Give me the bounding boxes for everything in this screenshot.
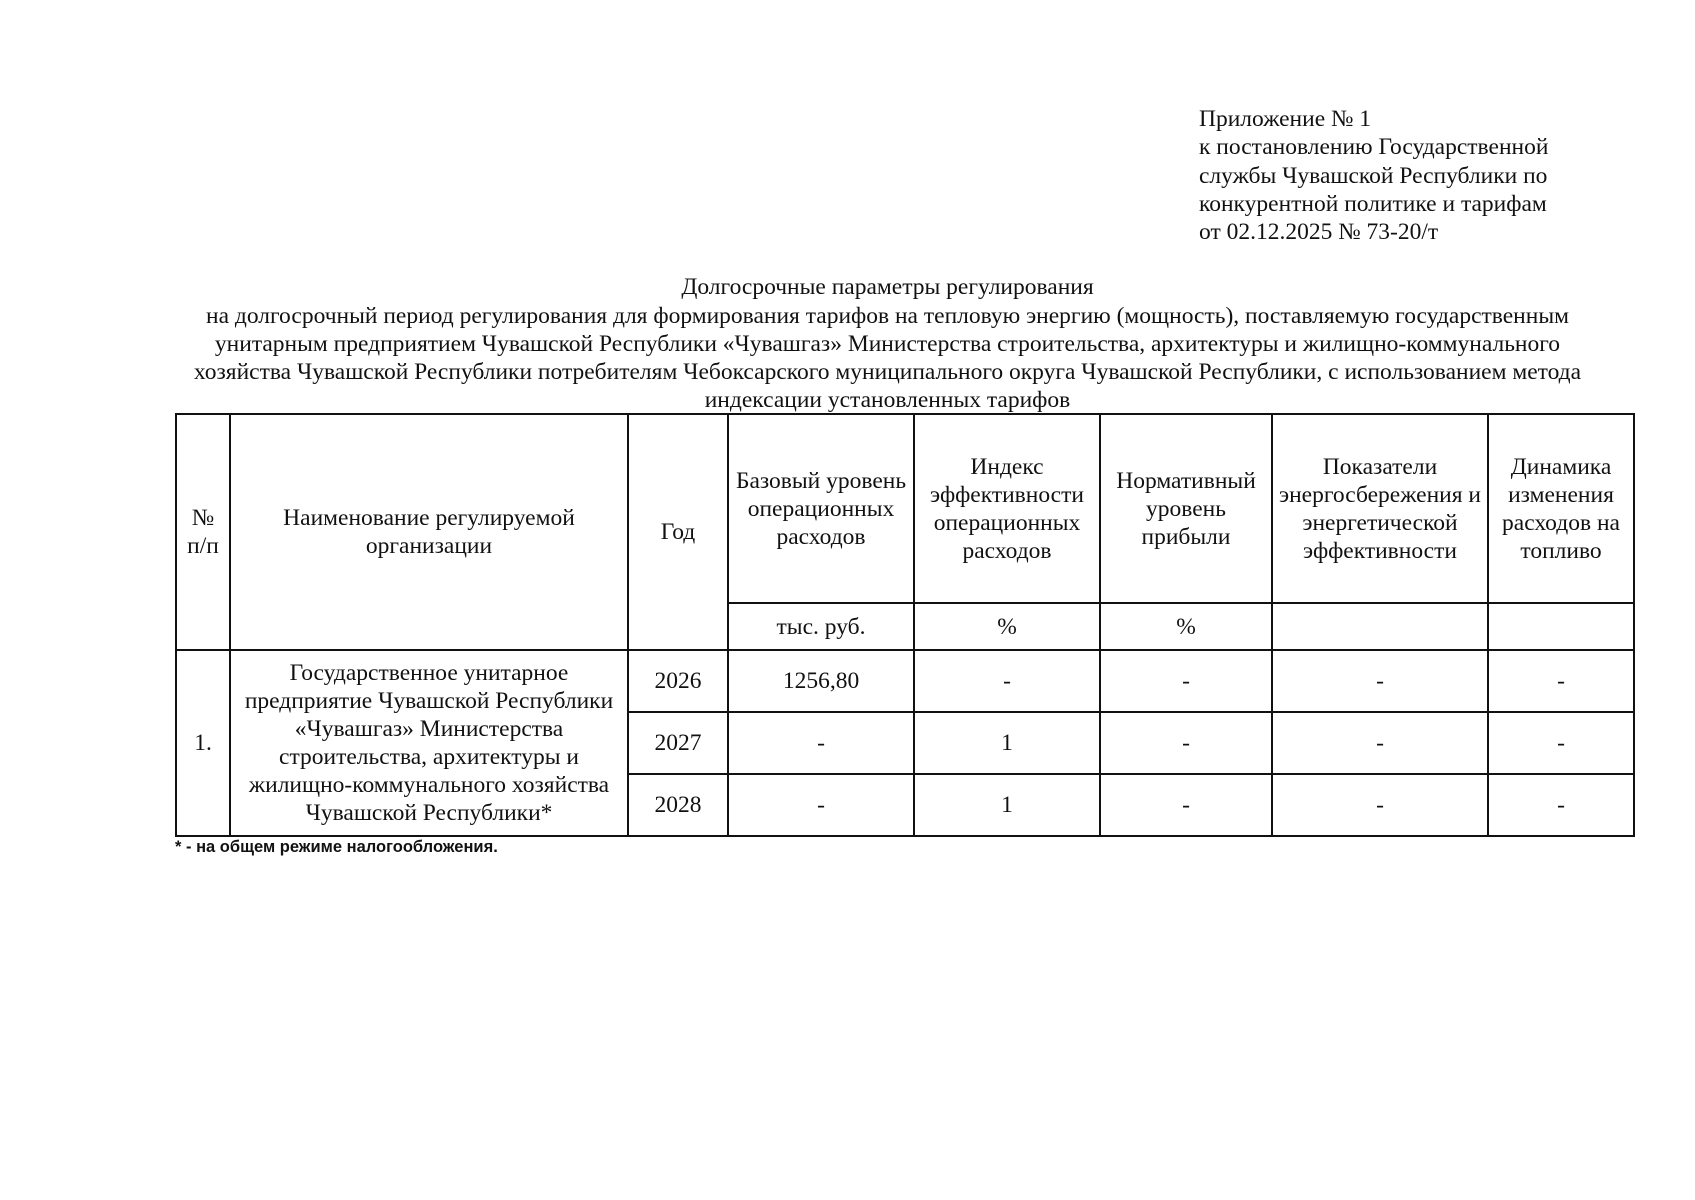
- cell-year: 2027: [628, 712, 728, 774]
- header-year: Год: [628, 414, 728, 650]
- header-base-opex: Базовый уровень операционных расходов: [728, 414, 914, 603]
- cell-profit-level: -: [1100, 774, 1272, 836]
- cell-efficiency-index: 1: [914, 712, 1100, 774]
- annex-line: от 02.12.2025 № 73-20/т: [1199, 219, 1439, 246]
- unit-efficiency-index: %: [914, 603, 1100, 650]
- title-line: индексации установленных тарифов: [704, 387, 1071, 413]
- title-line: на долгосрочный период регулирования для формирования тарифов на тепловую энергию (мощность), поставляемую государственным: [206, 303, 1569, 329]
- cell-year: 2026: [628, 650, 728, 712]
- cell-fuel-dynamics: -: [1488, 650, 1634, 712]
- cell-energy-saving: -: [1272, 650, 1488, 712]
- annex-line: конкурентной политике и тарифам: [1199, 190, 1547, 217]
- document-title: [160, 273, 1615, 414]
- header-name: Наименование регулируемой организации: [230, 414, 628, 650]
- org-name: Государственное унитарное предприятие Чувашской Республики «Чувашгаз» Министерства строительства, архитектуры и жилищно-коммунального хозяйства Чувашской Республики*: [230, 650, 628, 836]
- annex-line: Приложение № 1: [1199, 106, 1372, 132]
- cell-efficiency-index: -: [914, 650, 1100, 712]
- table-header-row: [176, 414, 1634, 603]
- title-heading: Долгосрочные параметры регулирования: [681, 274, 1094, 300]
- header-efficiency-index: Индекс эффективности операционных расходов: [914, 414, 1100, 603]
- cell-year: 2028: [628, 774, 728, 836]
- cell-base-opex: -: [728, 774, 914, 836]
- title-line: хозяйства Чувашской Республики потребителям Чебоксарского муниципального округа Чувашской Республики, с использованием метода: [193, 359, 1582, 385]
- cell-base-opex: -: [728, 712, 914, 774]
- annex-line: к постановлению Государственной: [1199, 134, 1549, 161]
- header-profit-level: Нормативный уровень прибыли: [1100, 414, 1272, 603]
- cell-profit-level: -: [1100, 650, 1272, 712]
- footnote: * - на общем режиме налогообложения.: [175, 838, 498, 856]
- parameters-table: [175, 413, 1635, 837]
- annex-line: службы Чувашской Республики по: [1199, 162, 1548, 189]
- cell-energy-saving: -: [1272, 712, 1488, 774]
- cell-profit-level: -: [1100, 712, 1272, 774]
- org-number: 1.: [176, 650, 230, 836]
- unit-energy-saving: [1272, 603, 1488, 650]
- cell-fuel-dynamics: -: [1488, 774, 1634, 836]
- header-num: № п/п: [176, 414, 230, 650]
- table-row: [176, 650, 1634, 712]
- unit-profit-level: %: [1100, 603, 1272, 650]
- cell-base-opex: 1256,80: [728, 650, 914, 712]
- header-energy-saving: Показатели энергосбережения и энергетической эффективности: [1272, 414, 1488, 603]
- cell-fuel-dynamics: -: [1488, 712, 1634, 774]
- cell-energy-saving: -: [1272, 774, 1488, 836]
- unit-base-opex: тыс. руб.: [728, 603, 914, 650]
- cell-efficiency-index: 1: [914, 774, 1100, 836]
- header-fuel-dynamics: Динамика изменения расходов на топливо: [1488, 414, 1634, 603]
- annex-block: [1199, 105, 1619, 246]
- title-line: унитарным предприятием Чувашской Республики «Чувашгаз» Министерства строительства, архитектуры и жилищно-коммунального: [214, 331, 1561, 357]
- unit-fuel-dynamics: [1488, 603, 1634, 650]
